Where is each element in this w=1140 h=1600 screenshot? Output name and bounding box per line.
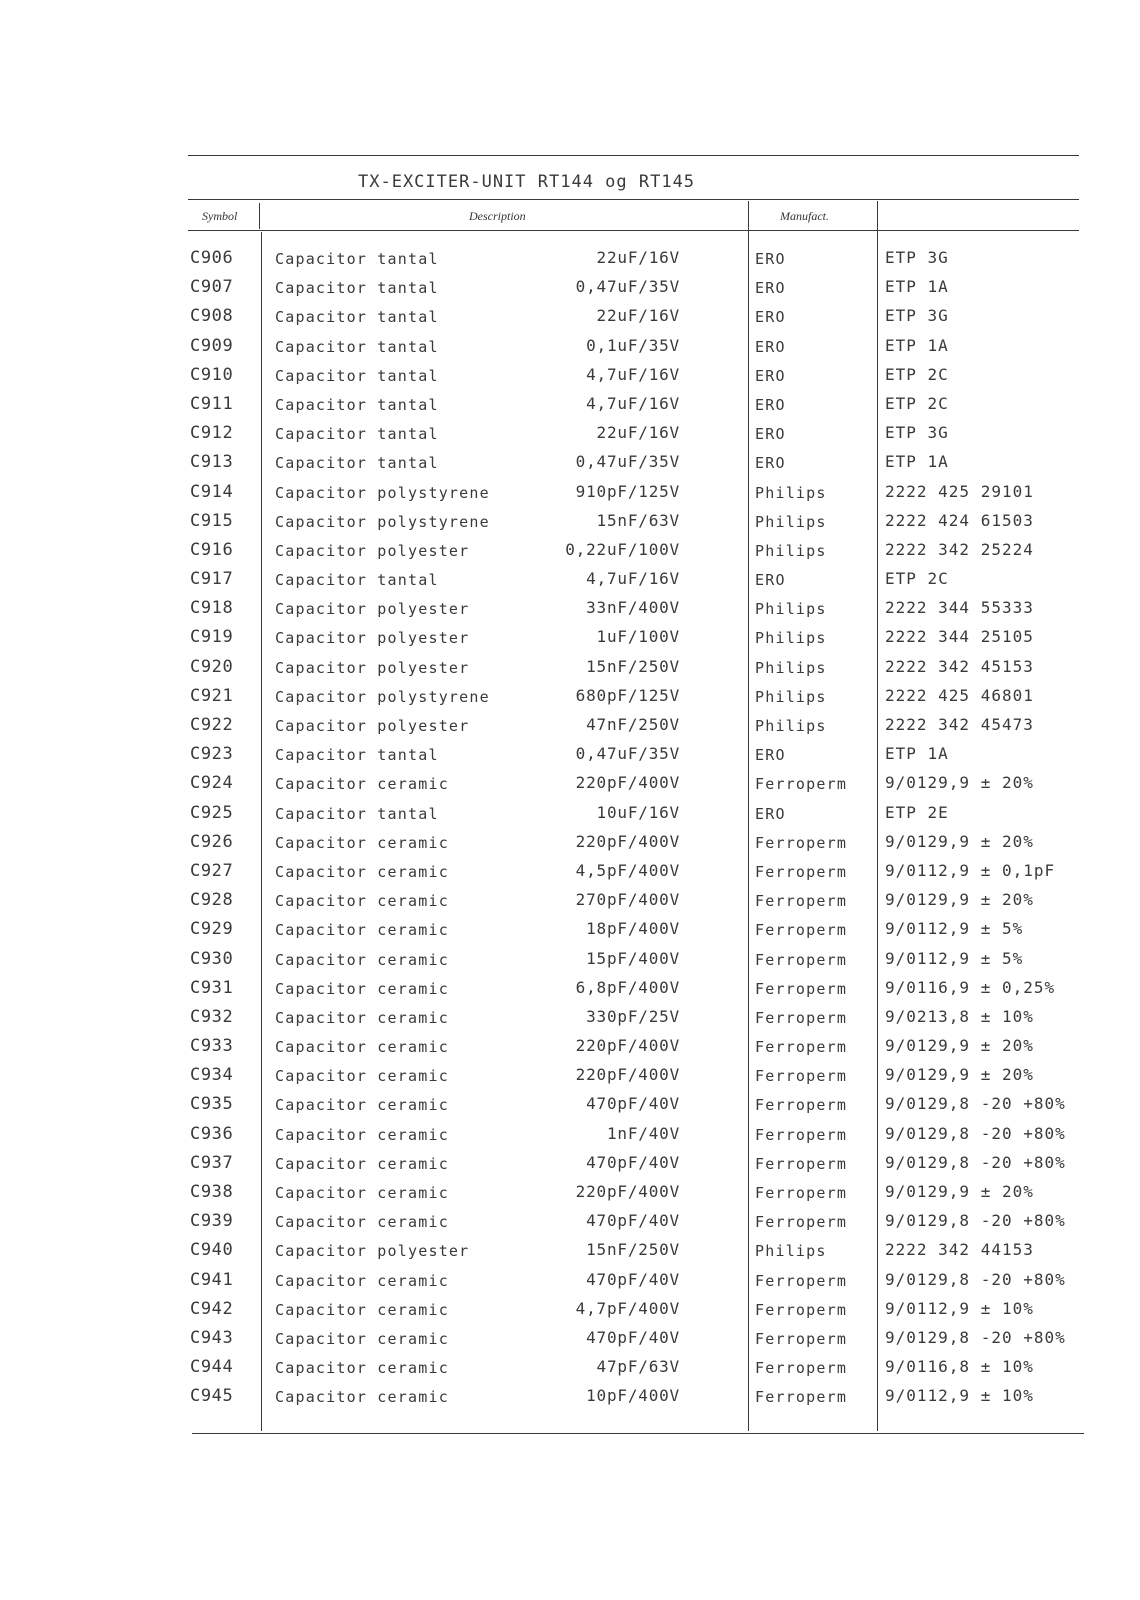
row-description: Capacitor ceramic (275, 1213, 449, 1232)
row-value: 10uF/16V (596, 802, 680, 822)
row-manufacturer: Ferroperm (755, 1329, 848, 1348)
table-row (0, 1297, 1140, 1326)
row-value: 470pF/40V (586, 1211, 680, 1231)
row-description: Capacitor tantal (275, 395, 439, 414)
row-description: Capacitor tantal (275, 279, 439, 298)
row-description: Capacitor polyester (275, 717, 470, 735)
row-part-number: 9/0213,8 ± 10% (885, 1006, 1034, 1026)
row-manufacturer: ERO (755, 571, 786, 590)
table-row (0, 509, 1140, 538)
row-manufacturer: Ferroperm (755, 979, 848, 998)
row-description: Capacitor ceramic (275, 1038, 449, 1057)
row-value: 33nF/400V (586, 598, 680, 618)
row-symbol: C925 (190, 802, 234, 823)
row-part-number: ETP 1A (885, 277, 949, 297)
row-manufacturer: Ferroperm (755, 1038, 848, 1057)
row-symbol: C911 (190, 393, 234, 414)
row-description: Capacitor tantal (275, 454, 439, 473)
row-description: Capacitor polyester (275, 541, 470, 560)
row-description: Capacitor polystyrene (275, 687, 490, 706)
table-row (0, 917, 1140, 946)
row-value: 22uF/16V (596, 306, 680, 326)
row-manufacturer: ERO (755, 746, 786, 765)
table-row (0, 1063, 1140, 1092)
row-symbol: C907 (190, 277, 234, 298)
row-symbol: C913 (190, 452, 234, 473)
row-symbol: C931 (190, 977, 234, 998)
row-symbol: C939 (190, 1211, 234, 1232)
row-description: Capacitor ceramic (275, 1329, 449, 1348)
table-row (0, 480, 1140, 509)
row-description: Capacitor tantal (275, 804, 439, 823)
row-value: 18pF/400V (586, 919, 680, 939)
row-value: 0,47uF/35V (575, 452, 680, 472)
table-row (0, 713, 1140, 742)
row-value: 0,22uF/100V (565, 539, 680, 559)
row-manufacturer: Ferroperm (755, 1271, 848, 1290)
row-part-number: ETP 1A (885, 452, 949, 472)
row-part-number: ETP 3G (885, 423, 949, 443)
table-row (0, 655, 1140, 684)
row-part-number: 9/0129,8 -20 +80% (885, 1327, 1066, 1347)
row-symbol: C932 (190, 1006, 234, 1027)
row-description: Capacitor tantal (275, 571, 439, 590)
row-manufacturer: ERO (755, 425, 786, 444)
row-value: 1nF/40V (606, 1123, 680, 1143)
row-value: 0,47uF/35V (575, 744, 680, 764)
row-value: 680pF/125V (575, 685, 680, 705)
row-symbol: C940 (190, 1240, 234, 1261)
row-manufacturer: Philips (755, 717, 827, 735)
row-part-number: ETP 2E (885, 802, 949, 822)
row-value: 47nF/250V (586, 715, 680, 734)
row-description: Capacitor polyester (275, 629, 470, 648)
row-manufacturer: ERO (755, 279, 786, 298)
row-value: 470pF/40V (586, 1152, 680, 1172)
table-row (0, 1238, 1140, 1267)
row-manufacturer: Philips (755, 1242, 827, 1261)
row-manufacturer: Ferroperm (755, 921, 848, 940)
row-description: Capacitor ceramic (275, 1184, 449, 1202)
row-part-number: 2222 425 46801 (885, 685, 1034, 705)
table-row (0, 1268, 1140, 1297)
row-description: Capacitor tantal (275, 250, 439, 268)
row-symbol: C945 (190, 1386, 234, 1407)
column-divider-symbol (259, 203, 260, 229)
row-manufacturer: Ferroperm (755, 1008, 848, 1027)
row-description: Capacitor polyester (275, 1242, 470, 1261)
table-row (0, 1384, 1140, 1413)
row-description: Capacitor ceramic (275, 862, 449, 881)
row-symbol: C920 (190, 656, 234, 677)
row-description: Capacitor ceramic (275, 1096, 449, 1115)
row-description: Capacitor ceramic (275, 1359, 449, 1378)
row-part-number: 9/0129,9 ± 20% (885, 890, 1034, 910)
row-symbol: C916 (190, 539, 234, 560)
row-part-number: ETP 3G (885, 248, 949, 267)
table-row (0, 246, 1140, 275)
row-part-number: 9/0116,8 ± 10% (885, 1357, 1034, 1377)
row-manufacturer: Philips (755, 541, 827, 560)
row-description: Capacitor ceramic (275, 775, 449, 794)
row-manufacturer: Philips (755, 687, 827, 706)
table-row (0, 1092, 1140, 1121)
row-value: 220pF/400V (575, 1182, 680, 1201)
row-description: Capacitor polystyrene (275, 483, 490, 502)
row-value: 470pF/40V (586, 1327, 680, 1347)
row-part-number: 9/0112,9 ± 10% (885, 1386, 1034, 1406)
row-description: Capacitor tantal (275, 308, 439, 327)
row-symbol: C914 (190, 481, 234, 502)
row-symbol: C918 (190, 598, 234, 619)
row-value: 15nF/250V (586, 656, 680, 676)
header-top-rule (188, 199, 1079, 200)
table-row (0, 334, 1140, 363)
row-manufacturer: Ferroperm (755, 1300, 848, 1319)
row-part-number: 2222 344 25105 (885, 627, 1034, 647)
row-part-number: 9/0129,8 -20 +80% (885, 1211, 1066, 1231)
table-row (0, 801, 1140, 830)
row-part-number: 9/0112,9 ± 5% (885, 948, 1024, 968)
row-symbol: C937 (190, 1152, 234, 1173)
row-part-number: ETP 2C (885, 364, 949, 384)
table-row (0, 771, 1140, 800)
row-part-number: 9/0112,9 ± 10% (885, 1298, 1034, 1318)
table-row (0, 859, 1140, 888)
row-symbol: C921 (190, 685, 234, 706)
parts-table-body (0, 246, 1140, 1414)
table-row (0, 1355, 1140, 1384)
row-value: 15pF/400V (586, 948, 680, 968)
row-value: 470pF/40V (586, 1094, 680, 1114)
table-row (0, 304, 1140, 333)
row-value: 1uF/100V (596, 627, 680, 647)
row-symbol: C919 (190, 627, 234, 648)
row-part-number: ETP 3G (885, 306, 949, 326)
row-symbol: C927 (190, 860, 234, 881)
row-manufacturer: Philips (755, 600, 827, 619)
row-symbol: C943 (190, 1327, 234, 1348)
row-symbol: C910 (190, 364, 234, 385)
table-row (0, 1180, 1140, 1209)
table-row (0, 1122, 1140, 1151)
row-manufacturer: Ferroperm (755, 1213, 848, 1232)
row-part-number: 2222 342 44153 (885, 1240, 1034, 1260)
row-manufacturer: Ferroperm (755, 892, 848, 911)
row-part-number: ETP 1A (885, 335, 949, 355)
table-row (0, 421, 1140, 450)
row-symbol: C906 (190, 248, 234, 268)
row-description: Capacitor polyester (275, 658, 470, 677)
row-value: 220pF/400V (575, 1036, 680, 1056)
row-part-number: ETP 2C (885, 393, 949, 413)
row-part-number: 9/0129,9 ± 20% (885, 1182, 1034, 1201)
row-description: Capacitor tantal (275, 337, 439, 356)
row-symbol: C941 (190, 1269, 234, 1290)
row-value: 15nF/250V (586, 1240, 680, 1260)
row-symbol: C922 (190, 715, 234, 735)
table-row (0, 450, 1140, 479)
row-symbol: C942 (190, 1298, 234, 1319)
row-value: 220pF/400V (575, 831, 680, 851)
row-manufacturer: Ferroperm (755, 862, 848, 881)
row-symbol: C930 (190, 948, 234, 969)
row-value: 910pF/125V (575, 481, 680, 501)
table-row (0, 1326, 1140, 1355)
row-value: 15nF/63V (596, 510, 680, 530)
row-manufacturer: Ferroperm (755, 1067, 848, 1086)
row-manufacturer: Ferroperm (755, 1388, 848, 1407)
table-row (0, 684, 1140, 713)
row-part-number: 9/0129,9 ± 20% (885, 773, 1034, 793)
row-description: Capacitor ceramic (275, 1271, 449, 1290)
row-description: Capacitor polystyrene (275, 512, 490, 531)
row-description: Capacitor ceramic (275, 1154, 449, 1173)
row-symbol: C908 (190, 306, 234, 327)
row-symbol: C926 (190, 831, 234, 852)
row-symbol: C917 (190, 569, 234, 590)
header-manufacturer: Manufact. (780, 209, 829, 223)
row-symbol: C934 (190, 1065, 234, 1086)
table-row (0, 1034, 1140, 1063)
row-part-number: 2222 425 29101 (885, 481, 1034, 501)
row-part-number: 9/0129,9 ± 20% (885, 1065, 1034, 1085)
row-symbol: C924 (190, 773, 234, 794)
row-manufacturer: Ferroperm (755, 1154, 848, 1173)
top-rule (188, 155, 1079, 156)
document-title: TX-EXCITER-UNIT RT144 og RT145 (358, 172, 696, 192)
row-part-number: 9/0116,9 ± 0,25% (885, 977, 1056, 997)
row-symbol: C933 (190, 1036, 234, 1057)
row-part-number: 2222 342 25224 (885, 539, 1034, 559)
row-value: 4,7uF/16V (586, 393, 680, 413)
row-part-number: 9/0112,9 ± 5% (885, 919, 1024, 939)
row-symbol: C938 (190, 1182, 234, 1202)
row-symbol: C936 (190, 1123, 234, 1144)
row-part-number: ETP 2C (885, 569, 949, 589)
row-part-number: 9/0129,8 -20 +80% (885, 1152, 1066, 1172)
row-value: 0,47uF/35V (575, 277, 680, 297)
row-part-number: 2222 342 45153 (885, 656, 1034, 676)
table-row (0, 1209, 1140, 1238)
row-value: 22uF/16V (596, 423, 680, 443)
row-manufacturer: Philips (755, 629, 827, 648)
row-manufacturer: Philips (755, 483, 827, 502)
header-symbol: Symbol (202, 209, 238, 223)
row-part-number: 2222 344 55333 (885, 598, 1034, 618)
row-description: Capacitor ceramic (275, 921, 449, 940)
row-value: 220pF/400V (575, 1065, 680, 1085)
row-symbol: C935 (190, 1094, 234, 1115)
row-manufacturer: ERO (755, 804, 786, 823)
row-manufacturer: ERO (755, 366, 786, 385)
row-description: Capacitor ceramic (275, 833, 449, 852)
row-manufacturer: Ferroperm (755, 1359, 848, 1378)
row-symbol: C928 (190, 890, 234, 911)
row-manufacturer: ERO (755, 337, 786, 356)
row-symbol: C912 (190, 423, 234, 444)
row-part-number: 2222 342 45473 (885, 715, 1034, 734)
row-part-number: 9/0129,9 ± 20% (885, 1036, 1034, 1056)
row-value: 4,7uF/16V (586, 364, 680, 384)
table-row (0, 742, 1140, 771)
row-manufacturer: Ferroperm (755, 775, 848, 794)
table-row (0, 363, 1140, 392)
row-description: Capacitor tantal (275, 366, 439, 385)
row-value: 4,5pF/400V (575, 860, 680, 880)
row-manufacturer: Ferroperm (755, 950, 848, 969)
row-description: Capacitor ceramic (275, 1388, 449, 1407)
row-value: 47pF/63V (596, 1357, 680, 1377)
row-value: 4,7uF/16V (586, 569, 680, 589)
row-symbol: C944 (190, 1357, 234, 1378)
table-row (0, 830, 1140, 859)
row-part-number: ETP 1A (885, 744, 949, 764)
row-manufacturer: ERO (755, 308, 786, 327)
row-description: Capacitor ceramic (275, 1125, 449, 1144)
row-value: 4,7pF/400V (575, 1298, 680, 1318)
row-value: 6,8pF/400V (575, 977, 680, 997)
row-symbol: C923 (190, 744, 234, 765)
row-description: Capacitor tantal (275, 425, 439, 444)
row-manufacturer: ERO (755, 395, 786, 414)
row-manufacturer: Ferroperm (755, 1096, 848, 1115)
row-value: 22uF/16V (596, 248, 680, 267)
row-manufacturer: ERO (755, 250, 786, 268)
row-value: 330pF/25V (586, 1006, 680, 1026)
row-symbol: C915 (190, 510, 234, 531)
row-symbol: C929 (190, 919, 234, 940)
row-description: Capacitor ceramic (275, 1067, 449, 1086)
bottom-rule (192, 1433, 1084, 1434)
table-row (0, 947, 1140, 976)
table-row (0, 392, 1140, 421)
row-description: Capacitor ceramic (275, 979, 449, 998)
row-value: 10pF/400V (586, 1386, 680, 1406)
row-description: Capacitor polyester (275, 600, 470, 619)
row-value: 220pF/400V (575, 773, 680, 793)
row-part-number: 2222 424 61503 (885, 510, 1034, 530)
row-manufacturer: Ferroperm (755, 833, 848, 852)
table-row (0, 1151, 1140, 1180)
table-row (0, 976, 1140, 1005)
row-manufacturer: Philips (755, 658, 827, 677)
row-part-number: 9/0112,9 ± 0,1pF (885, 860, 1056, 880)
table-row (0, 567, 1140, 596)
row-part-number: 9/0129,8 -20 +80% (885, 1269, 1066, 1289)
row-part-number: 9/0129,8 -20 +80% (885, 1123, 1066, 1143)
row-value: 0,1uF/35V (586, 335, 680, 355)
table-row (0, 1005, 1140, 1034)
row-value: 470pF/40V (586, 1269, 680, 1289)
row-description: Capacitor ceramic (275, 892, 449, 911)
header-description: Description (469, 209, 526, 223)
row-part-number: 9/0129,8 -20 +80% (885, 1094, 1066, 1114)
row-manufacturer: Philips (755, 512, 827, 531)
table-row (0, 888, 1140, 917)
row-description: Capacitor tantal (275, 746, 439, 765)
row-symbol: C909 (190, 335, 234, 356)
row-manufacturer: ERO (755, 454, 786, 473)
row-description: Capacitor ceramic (275, 1300, 449, 1319)
row-manufacturer: Ferroperm (755, 1184, 848, 1202)
row-manufacturer: Ferroperm (755, 1125, 848, 1144)
row-description: Capacitor ceramic (275, 950, 449, 969)
table-row (0, 596, 1140, 625)
table-row (0, 275, 1140, 304)
table-row (0, 625, 1140, 654)
row-part-number: 9/0129,9 ± 20% (885, 831, 1034, 851)
header-bottom-rule (188, 230, 1079, 231)
row-description: Capacitor ceramic (275, 1008, 449, 1027)
table-row (0, 538, 1140, 567)
row-value: 270pF/400V (575, 890, 680, 910)
